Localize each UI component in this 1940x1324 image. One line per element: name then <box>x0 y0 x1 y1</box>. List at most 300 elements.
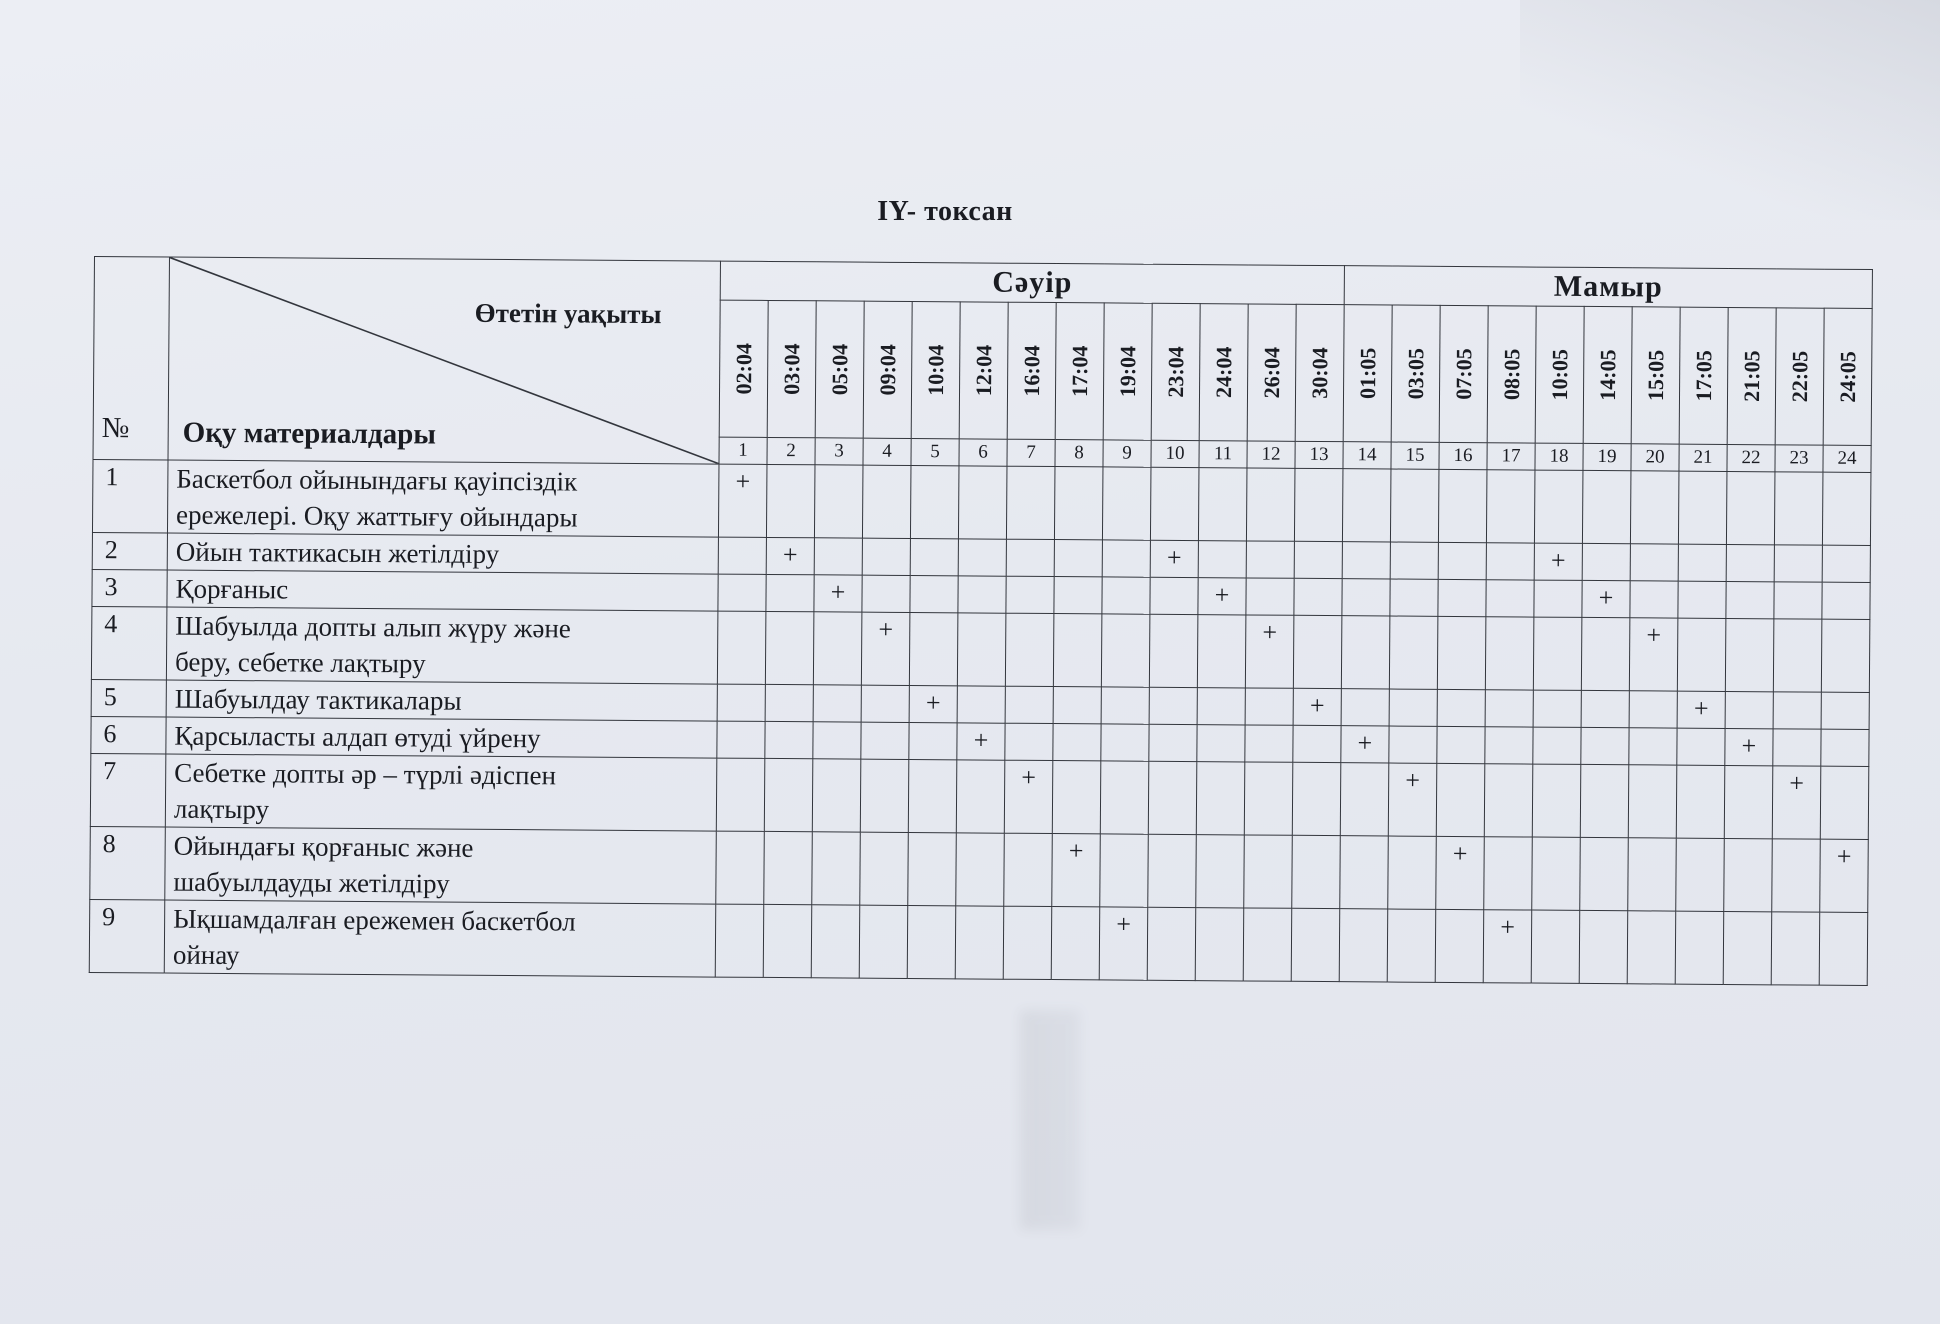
date-header-cell <box>1391 305 1440 442</box>
date-label: 14:05 <box>1594 349 1620 401</box>
plus-mark: + <box>735 466 751 496</box>
schedule-cell <box>1006 576 1054 613</box>
schedule-cell <box>1294 468 1343 541</box>
schedule-cell <box>716 758 765 831</box>
schedule-cell <box>1485 727 1533 764</box>
schedule-cell <box>1197 688 1245 725</box>
date-label: 09:04 <box>874 344 900 396</box>
schedule-cell <box>1387 909 1436 982</box>
lesson-index-cell: 18 <box>1535 443 1583 470</box>
date-label: 10:04 <box>922 344 948 396</box>
schedule-cell <box>909 612 958 685</box>
topic-cell <box>167 460 719 537</box>
schedule-cell <box>862 465 911 538</box>
schedule-cell <box>1340 763 1389 836</box>
schedule-cell <box>1051 907 1100 980</box>
schedule-cell <box>1150 467 1199 540</box>
topic-cell <box>166 717 717 758</box>
date-header-cell <box>1535 306 1584 443</box>
schedule-cell <box>1819 912 1868 985</box>
topic-line: Себетке допты әр – түрлі әдіспен <box>174 757 557 791</box>
topic-cell <box>166 680 717 721</box>
schedule-cell <box>861 685 909 722</box>
schedule-cell <box>1291 908 1340 981</box>
plus-mark: + <box>878 614 894 644</box>
lesson-index-cell: 2 <box>767 437 815 464</box>
topic-cell <box>167 533 718 574</box>
lesson-index-cell: 13 <box>1295 441 1343 468</box>
schedule-cell <box>765 684 813 721</box>
lesson-index-cell: 8 <box>1055 440 1103 467</box>
table-row <box>92 459 1870 545</box>
schedule-cell <box>1101 614 1150 687</box>
schedule-cell <box>859 905 908 978</box>
schedule-cell <box>955 906 1004 979</box>
schedule-body <box>89 459 1871 985</box>
schedule-cell <box>1774 472 1823 545</box>
date-label: 01:05 <box>1354 347 1380 400</box>
schedule-cell <box>957 723 1005 760</box>
schedule-cell <box>1196 762 1245 835</box>
schedule-cell <box>1531 910 1580 983</box>
schedule-cell <box>1581 617 1630 690</box>
schedule-cell <box>1726 471 1775 544</box>
schedule-cell <box>1198 468 1247 541</box>
lesson-index-cell: 6 <box>959 439 1007 466</box>
lesson-index-cell: 21 <box>1679 444 1727 471</box>
diagonal-header-cell <box>168 257 720 464</box>
date-header-cell <box>1487 306 1536 443</box>
schedule-cell <box>1678 544 1726 581</box>
schedule-cell <box>1820 839 1869 912</box>
plus-mark: + <box>1021 762 1037 792</box>
date-label: 16:04 <box>1018 345 1044 397</box>
schedule-cell <box>1293 725 1341 762</box>
schedule-cell <box>1341 726 1389 763</box>
date-header-cell <box>1679 307 1728 444</box>
schedule-cell <box>1677 691 1725 728</box>
schedule-cell <box>717 684 765 721</box>
schedule-cell <box>1774 582 1822 619</box>
schedule-cell <box>1100 761 1149 834</box>
date-header-cell <box>815 301 864 438</box>
schedule-cell <box>861 722 909 759</box>
date-label: 24:04 <box>1210 346 1236 399</box>
date-label: 24:05 <box>1834 351 1860 403</box>
schedule-cell <box>1822 545 1870 582</box>
schedule-cell <box>1534 470 1583 543</box>
date-header-cell <box>1151 303 1200 440</box>
lesson-index-cell: 4 <box>863 438 911 465</box>
schedule-cell <box>1629 691 1677 728</box>
schedule-cell <box>1726 581 1774 618</box>
lesson-index-cell: 11 <box>1199 441 1247 468</box>
date-label: 10:05 <box>1546 348 1572 401</box>
date-header-cell <box>1295 304 1344 441</box>
date-label: 26:04 <box>1258 346 1284 399</box>
topic-line: беру, себетке лақтыру <box>174 646 426 679</box>
schedule-cell <box>1628 765 1677 838</box>
schedule-cell <box>1342 579 1390 616</box>
lesson-index-cell: 15 <box>1391 442 1439 469</box>
schedule-cell <box>1582 470 1631 543</box>
schedule-cell <box>1533 617 1582 690</box>
schedule-cell <box>1437 616 1486 689</box>
schedule-cell <box>956 833 1005 906</box>
schedule-cell <box>1052 761 1101 834</box>
schedule-cell <box>715 904 764 977</box>
schedule-cell <box>1147 907 1196 980</box>
topic-line: Шабуылда допты алып жүру және <box>175 610 571 644</box>
number-column-header: № <box>93 257 169 461</box>
plus-mark: + <box>782 540 798 570</box>
schedule-cell <box>1772 839 1821 912</box>
schedule-cell <box>814 575 862 612</box>
schedule-cell <box>764 831 813 904</box>
schedule-cell <box>958 576 1006 613</box>
schedule-cell <box>813 685 861 722</box>
plus-mark: + <box>925 688 941 718</box>
table-row <box>89 899 1867 985</box>
date-header-cell <box>1775 308 1824 445</box>
lesson-index-cell: 14 <box>1343 442 1391 469</box>
schedule-cell <box>1150 577 1198 614</box>
schedule-cell <box>1822 472 1871 545</box>
lesson-index-cell: 22 <box>1727 444 1775 471</box>
topic-cell <box>167 570 718 611</box>
schedule-cell <box>908 832 957 905</box>
table-row <box>90 753 1868 839</box>
schedule-cell <box>1820 766 1869 839</box>
materials-header-label: Оқу материалдары <box>182 416 437 451</box>
topic-cell <box>165 754 717 831</box>
schedule-cell <box>1342 469 1391 542</box>
schedule-cell <box>1485 690 1533 727</box>
schedule-cell <box>860 832 909 905</box>
plus-mark: + <box>1452 838 1468 869</box>
lesson-index-cell: 10 <box>1151 440 1199 467</box>
schedule-cell <box>1390 469 1439 542</box>
topic-line: Ықшамдалған ережемен баскетбол <box>173 903 576 937</box>
row-number: 3 <box>92 569 167 607</box>
schedule-cell <box>1677 728 1725 765</box>
schedule-cell <box>813 722 861 759</box>
schedule-cell <box>958 539 1006 576</box>
schedule-cell <box>1581 727 1629 764</box>
schedule-cell <box>907 905 956 978</box>
schedule-cell <box>910 575 958 612</box>
row-number: 6 <box>91 716 166 754</box>
topic-line: лақтыру <box>173 793 270 825</box>
schedule-cell <box>1726 544 1774 581</box>
schedule-cell <box>1340 836 1389 909</box>
schedule-cell <box>1053 614 1102 687</box>
schedule-cell <box>766 464 815 537</box>
schedule-cell <box>862 538 910 575</box>
schedule-cell <box>1725 728 1773 765</box>
plus-mark: + <box>1789 768 1805 798</box>
date-header-cell <box>1343 305 1392 442</box>
schedule-cell <box>1724 838 1773 911</box>
schedule-cell <box>1678 581 1726 618</box>
schedule-cell <box>1677 618 1726 691</box>
schedule-cell <box>1294 541 1342 578</box>
schedule-cell <box>957 613 1006 686</box>
schedule-cell <box>910 538 958 575</box>
schedule-cell <box>1198 578 1246 615</box>
row-number: 2 <box>92 532 167 570</box>
schedule-cell <box>812 759 861 832</box>
schedule-cell <box>1771 912 1820 985</box>
schedule-cell <box>1197 725 1245 762</box>
plus-mark: + <box>1309 690 1325 721</box>
topic-cell <box>165 827 717 904</box>
schedule-cell <box>765 611 814 684</box>
schedule-cell <box>1723 911 1772 984</box>
schedule-cell <box>861 612 910 685</box>
schedule-cell <box>716 831 765 904</box>
schedule-cell <box>1388 836 1437 909</box>
schedule-cell <box>1004 833 1053 906</box>
schedule-cell <box>1533 727 1581 764</box>
plus-mark: + <box>1500 912 1516 942</box>
lesson-index-cell: 5 <box>911 438 959 465</box>
topic-line: ойнау <box>172 939 240 971</box>
plus-mark: + <box>973 725 989 755</box>
plus-mark: + <box>1166 542 1182 572</box>
schedule-cell <box>1389 689 1437 726</box>
schedule-cell <box>1294 578 1342 615</box>
schedule-cell <box>1483 910 1532 983</box>
topic-line: шабуылдауды жетілдіру <box>173 866 450 899</box>
show-through-smudge <box>1020 1010 1080 1230</box>
plus-mark: + <box>1836 841 1852 871</box>
schedule-cell <box>1292 835 1341 908</box>
schedule-cell <box>1100 834 1149 907</box>
date-label: 17:05 <box>1690 350 1716 402</box>
schedule-cell <box>1773 692 1821 729</box>
date-label: 07:05 <box>1450 348 1476 400</box>
schedule-cell <box>1724 765 1773 838</box>
schedule-cell <box>1725 691 1773 728</box>
schedule-cell <box>814 465 863 538</box>
row-number: 7 <box>90 753 166 827</box>
schedule-cell <box>1773 729 1821 766</box>
schedule-cell <box>1003 906 1052 979</box>
schedule-cell <box>1099 907 1148 980</box>
schedule-cell <box>1725 618 1774 691</box>
topic-line: Ойын тактикасын жетілдіру <box>175 536 500 569</box>
table-row <box>90 826 1868 912</box>
date-label: 30:04 <box>1306 347 1332 399</box>
plus-mark: + <box>1357 728 1373 758</box>
lesson-index-cell: 23 <box>1775 445 1823 472</box>
schedule-cell <box>1245 725 1293 762</box>
schedule-cell <box>813 612 862 685</box>
schedule-cell <box>1149 724 1197 761</box>
schedule-sheet <box>89 256 1873 986</box>
schedule-cell <box>1582 543 1630 580</box>
schedule-cell <box>718 464 767 537</box>
schedule-cell <box>1244 835 1293 908</box>
schedule-cell <box>957 686 1005 723</box>
plus-mark: + <box>1550 545 1566 575</box>
schedule-cell <box>1102 540 1150 577</box>
schedule-cell <box>1486 580 1534 617</box>
schedule-cell <box>1484 764 1533 837</box>
schedule-cell <box>1821 619 1870 692</box>
schedule-cell <box>910 465 959 538</box>
date-header-cell <box>1007 302 1056 439</box>
schedule-cell <box>1437 726 1485 763</box>
schedule-cell <box>1438 469 1487 542</box>
schedule-cell <box>1101 687 1149 724</box>
date-label: 05:04 <box>826 343 852 396</box>
schedule-cell <box>1675 911 1724 984</box>
schedule-cell <box>1150 540 1198 577</box>
schedule-cell <box>1822 582 1870 619</box>
schedule-cell <box>1197 615 1246 688</box>
schedule-cell <box>1341 689 1389 726</box>
schedule-cell <box>1628 838 1677 911</box>
schedule-cell <box>1821 692 1869 729</box>
schedule-cell <box>1149 614 1198 687</box>
schedule-cell <box>1532 837 1581 910</box>
month-header-april: Сәуір <box>720 261 1344 305</box>
schedule-cell <box>1774 545 1822 582</box>
schedule-cell <box>1341 616 1390 689</box>
schedule-cell <box>1436 763 1485 836</box>
schedule-cell <box>1772 766 1821 839</box>
schedule-cell <box>1148 761 1197 834</box>
date-label: 23:04 <box>1162 346 1188 398</box>
schedule-cell <box>1629 618 1678 691</box>
schedule-cell <box>1006 539 1054 576</box>
schedule-cell <box>1534 580 1582 617</box>
date-header-cell <box>1055 303 1104 440</box>
schedule-cell <box>1005 723 1053 760</box>
date-label: 21:05 <box>1738 350 1764 402</box>
schedule-cell <box>765 721 813 758</box>
schedule-cell <box>956 760 1005 833</box>
schedule-cell <box>811 905 860 978</box>
lesson-index-cell: 3 <box>815 438 863 465</box>
schedule-cell <box>1676 765 1725 838</box>
date-label: 08:05 <box>1498 348 1524 401</box>
date-label: 17:04 <box>1066 345 1092 397</box>
schedule-cell <box>1246 578 1294 615</box>
row-number: 9 <box>89 899 165 973</box>
topic-line: Шабуылдау тактикалары <box>174 683 462 716</box>
topic-cell <box>164 900 716 977</box>
date-header-cell <box>1823 308 1872 445</box>
schedule-cell <box>1629 728 1677 765</box>
lesson-index-cell: 19 <box>1583 443 1631 470</box>
date-header-cell <box>1727 307 1776 444</box>
row-number: 8 <box>90 826 166 900</box>
date-label: 02:04 <box>730 343 756 395</box>
schedule-cell <box>1821 729 1869 766</box>
schedule-cell <box>1246 468 1295 541</box>
plus-mark: + <box>1262 617 1278 647</box>
schedule-cell <box>1243 908 1292 981</box>
schedule-cell <box>718 574 766 611</box>
plus-mark: + <box>1405 765 1421 795</box>
schedule-cell <box>1293 615 1342 688</box>
schedule-cell <box>1484 837 1533 910</box>
schedule-cell <box>1339 909 1388 982</box>
schedule-cell <box>1534 543 1582 580</box>
schedule-table <box>89 256 1873 986</box>
schedule-cell <box>1436 836 1485 909</box>
date-header-cell <box>1583 306 1632 443</box>
schedule-cell <box>1580 837 1629 910</box>
schedule-cell <box>1388 763 1437 836</box>
schedule-cell <box>1196 835 1245 908</box>
schedule-cell <box>1389 726 1437 763</box>
schedule-cell <box>908 759 957 832</box>
schedule-cell <box>763 904 812 977</box>
schedule-cell <box>1437 689 1485 726</box>
schedule-cell <box>1293 688 1341 725</box>
schedule-cell <box>717 611 766 684</box>
schedule-cell <box>1054 467 1103 540</box>
date-label: 03:05 <box>1402 347 1428 400</box>
plus-mark: + <box>1598 583 1614 613</box>
row-number: 1 <box>92 459 168 533</box>
date-header-cell <box>719 300 768 437</box>
schedule-cell <box>1244 762 1293 835</box>
date-header-cell <box>959 302 1008 439</box>
date-header-cell <box>1439 305 1488 442</box>
schedule-cell <box>1486 543 1534 580</box>
lesson-index-cell: 12 <box>1247 441 1295 468</box>
schedule-cell <box>1435 909 1484 982</box>
schedule-cell <box>1438 542 1486 579</box>
plus-mark: + <box>1741 731 1757 761</box>
date-header-cell <box>863 301 912 438</box>
time-header-label: Өтетін уақыты <box>474 297 662 330</box>
month-header-may: Мамыр <box>1344 266 1872 309</box>
topic-line: Қорғаныс <box>175 573 289 605</box>
plus-mark: + <box>830 577 846 607</box>
schedule-cell <box>1195 908 1244 981</box>
schedule-cell <box>958 466 1007 539</box>
schedule-cell <box>1773 619 1822 692</box>
date-header-cell <box>1247 304 1296 441</box>
topic-line: Қарсыласты алдап өтуді үйрену <box>174 720 541 754</box>
schedule-cell <box>1582 580 1630 617</box>
schedule-cell <box>1580 764 1629 837</box>
schedule-cell <box>1054 540 1102 577</box>
schedule-cell <box>1438 579 1486 616</box>
schedule-cell <box>717 721 765 758</box>
schedule-cell <box>1052 834 1101 907</box>
schedule-cell <box>860 759 909 832</box>
date-label: 22:05 <box>1786 350 1812 403</box>
date-label: 12:04 <box>970 344 996 397</box>
schedule-cell <box>1342 542 1390 579</box>
date-header-cell <box>1631 307 1680 444</box>
schedule-cell <box>1005 613 1054 686</box>
row-number: 4 <box>91 606 167 680</box>
schedule-cell <box>1630 544 1678 581</box>
plus-mark: + <box>1068 836 1084 866</box>
schedule-cell <box>862 575 910 612</box>
schedule-cell <box>1678 471 1727 544</box>
schedule-cell <box>718 537 766 574</box>
topic-cell <box>166 607 718 684</box>
